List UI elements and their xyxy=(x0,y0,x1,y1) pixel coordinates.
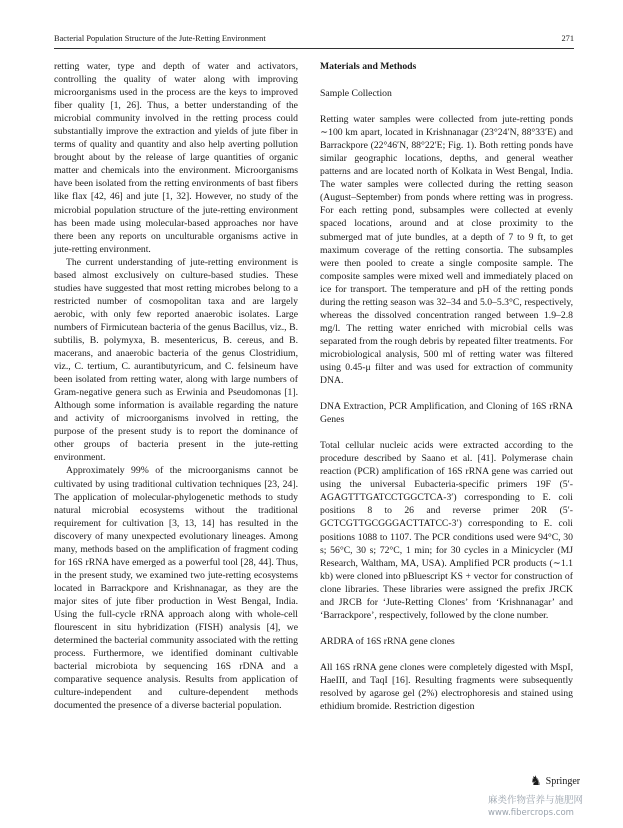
body-paragraph-3: Approximately 99% of the microorganisms cannot be cultivated by using traditional cultivation techniques [23, 24]. The application of molecular-phylogenetic methods to study natural microbial ecosystems without the traditional requirement for cultivation [3, 13, 14] has resulted in the discovery of many unexpected evolutionary lineages. Among many, methods based on the amplification of fragment coding for 16S rRNA have emerged as a powerful tool [28, 44]. Thus, in the present study, we examined two jute-retting ecosystems located in Barrackpore and Krishnanagar, as they are the major sites of jute fiber production in West Bengal, India. Using the full-cycle rRNA approach along with whole-cell flourescent in situ hybridization (FISH) analysis [4], we determined the bacterial community associated with the retting process. Furthermore, we identified dominant cultivable bacterial microbiota by sequencing 16S rDNA and a comparative sequence analysis. Results from application of culture-independent and culture-dependent methods documented the presence of a diverse bacterial population. xyxy=(54,465,298,712)
subsection-heading-sample-collection: Sample Collection xyxy=(320,88,392,100)
subsection-heading-dna-extraction: DNA Extraction, PCR Amplification, and Cloning of 16S rRNA Genes xyxy=(320,401,573,426)
body-paragraph-dna-extraction: Total cellular nucleic acids were extracted according to the procedure described by Saano et al. [41]. Polymerase chain reaction (PCR) amplification of 16S rRNA gene was carried out using the universal Eubacteria-specific primers 19F (5′-AGAGTTTGATCCTGGCTCA-3′) corresponding to E. coli positions 8 to 26 and reverse primer 20R (5′-GCTCGTTGCGGGACTTATCC-3′) corresponding to E. coli positions 1088 to 1107. The PCR conditions used were 94°C, 30 s; 56°C, 30 s; 72°C, 1 min; for 30 cycles in a Minicycler (MJ Research, Waltham, MA, USA). Amplified PCR products (∼1.1 kb) were cloned into pBluescript KS + vector for construction of clone libraries. These libraries were assigned the prefix JRCK and JRCB for ‘Jute-Retting Clones’ from ‘Krishnanagar’ and ‘Barrackpore’, respectively, followed by the clone number. xyxy=(320,440,573,621)
watermark-url: www.fibercrops.com xyxy=(488,808,574,818)
body-paragraph-ardra: All 16S rRNA gene clones were completely digested with MspI, HaeIII, and TaqI [16]. Resulting fragments were subsequently resolved by agarose gel (2%) electrophoresis and stained using ethidium bromide. Restriction digestion xyxy=(320,661,573,713)
watermark-text: 麻类作物营养与施肥网 xyxy=(488,795,584,806)
subsection-heading-ardra: ARDRA of 16S rRNA gene clones xyxy=(320,635,455,647)
body-paragraph-sample-collection: Retting water samples were collected from jute-retting ponds ∼100 km apart, located in Krishnanagar (23°24′N, 88°33′E) and Barrackpore (22°46′N, 88°22′E; Fig. 1). Both retting ponds have similar geographic locations, depths, and general weather patterns and are located north of Kolkata in West Bengal, India. The water samples were collected during the retting season (August–September) from ponds where retting was in progress. For each retting pond, subsamples were collected at evenly spaced locations, around and at close proximity to the submerged mat of jute bundles, at a depth of 7 to 9 ft, to get maximum coverage of the retting consortia. The subsamples were then pooled to create a single composite sample. The composite samples were mixed well and immediately placed on ice for transport. The temperature and pH of the retting ponds during the retting season was 32–34 and 5.0–5.3°C, respectively, whereas the dissolved concentration ranged between 1.9–2.8 mg/l. The retting water enriched with microbial cells was separated from the rough debris by repeated filter treatments. For microbiological analysis, 500 ml of retting water was filtered using 0.45-μ filter and was used for extraction of community DNA. xyxy=(320,114,573,387)
section-heading: Materials and Methods xyxy=(320,61,417,72)
body-paragraph-1: retting water, type and depth of water and activators, controlling the quality of water along with improving microorganisms used in the process are the keys to improved fiber quality [1, 26]. Thus, a better understanding of the microbial community involved in the retting process could substantially improve the extraction and yields of jute fiber in terms of quality and quantity and also help averting pollution brought about by the release of large quantities of organic matter and chemicals into the environment. Microorganisms have been isolated from the retting environments of bast fibers like flax [42, 46] and jute [1, 32]. However, no study of the microbial population structure of the jute-retting environment has been made using molecular-based approaches nor have there been any reports on unculturable organisms active in jute-retting environment. xyxy=(54,61,298,255)
springer-horse-icon: ♞ xyxy=(530,773,542,788)
page-number: 271 xyxy=(561,34,574,43)
right-column xyxy=(320,60,573,713)
publisher-name: Springer xyxy=(545,775,581,787)
running-title: Bacterial Population Structure of the Jute-Retting Environment xyxy=(54,34,266,43)
body-paragraph-2: The current understanding of jute-retting environment is based almost exclusively on culture-based studies. These studies have suggested that most retting microbes belong to a restricted number of cosmopolitan taxa and are largely aerobic, with only few reported anaerobic isolates. Large numbers of Firmicutean bacteria of the genus Bacillus, viz., B. subtilis, B. polymyxa, B. mesentericus, B. cereus, and B. macerans, and anaerobic bacteria of the genus Clostridium, viz., C. tertium, C. aurantibutyricum, and C. felsineum have been isolated from retting water, along with large numbers of Gram-negative genera such as Erwinia and Pseudomonas [1]. Although some information is available regarding the nature and activity of microorganisms involved in retting, the purpose of the present study is to report the dominance of other groups of bacteria present in the jute-retting environment. xyxy=(54,256,298,464)
watermark xyxy=(488,795,618,819)
left-column xyxy=(54,60,298,712)
running-header xyxy=(54,32,574,49)
publisher-logo xyxy=(530,773,580,789)
